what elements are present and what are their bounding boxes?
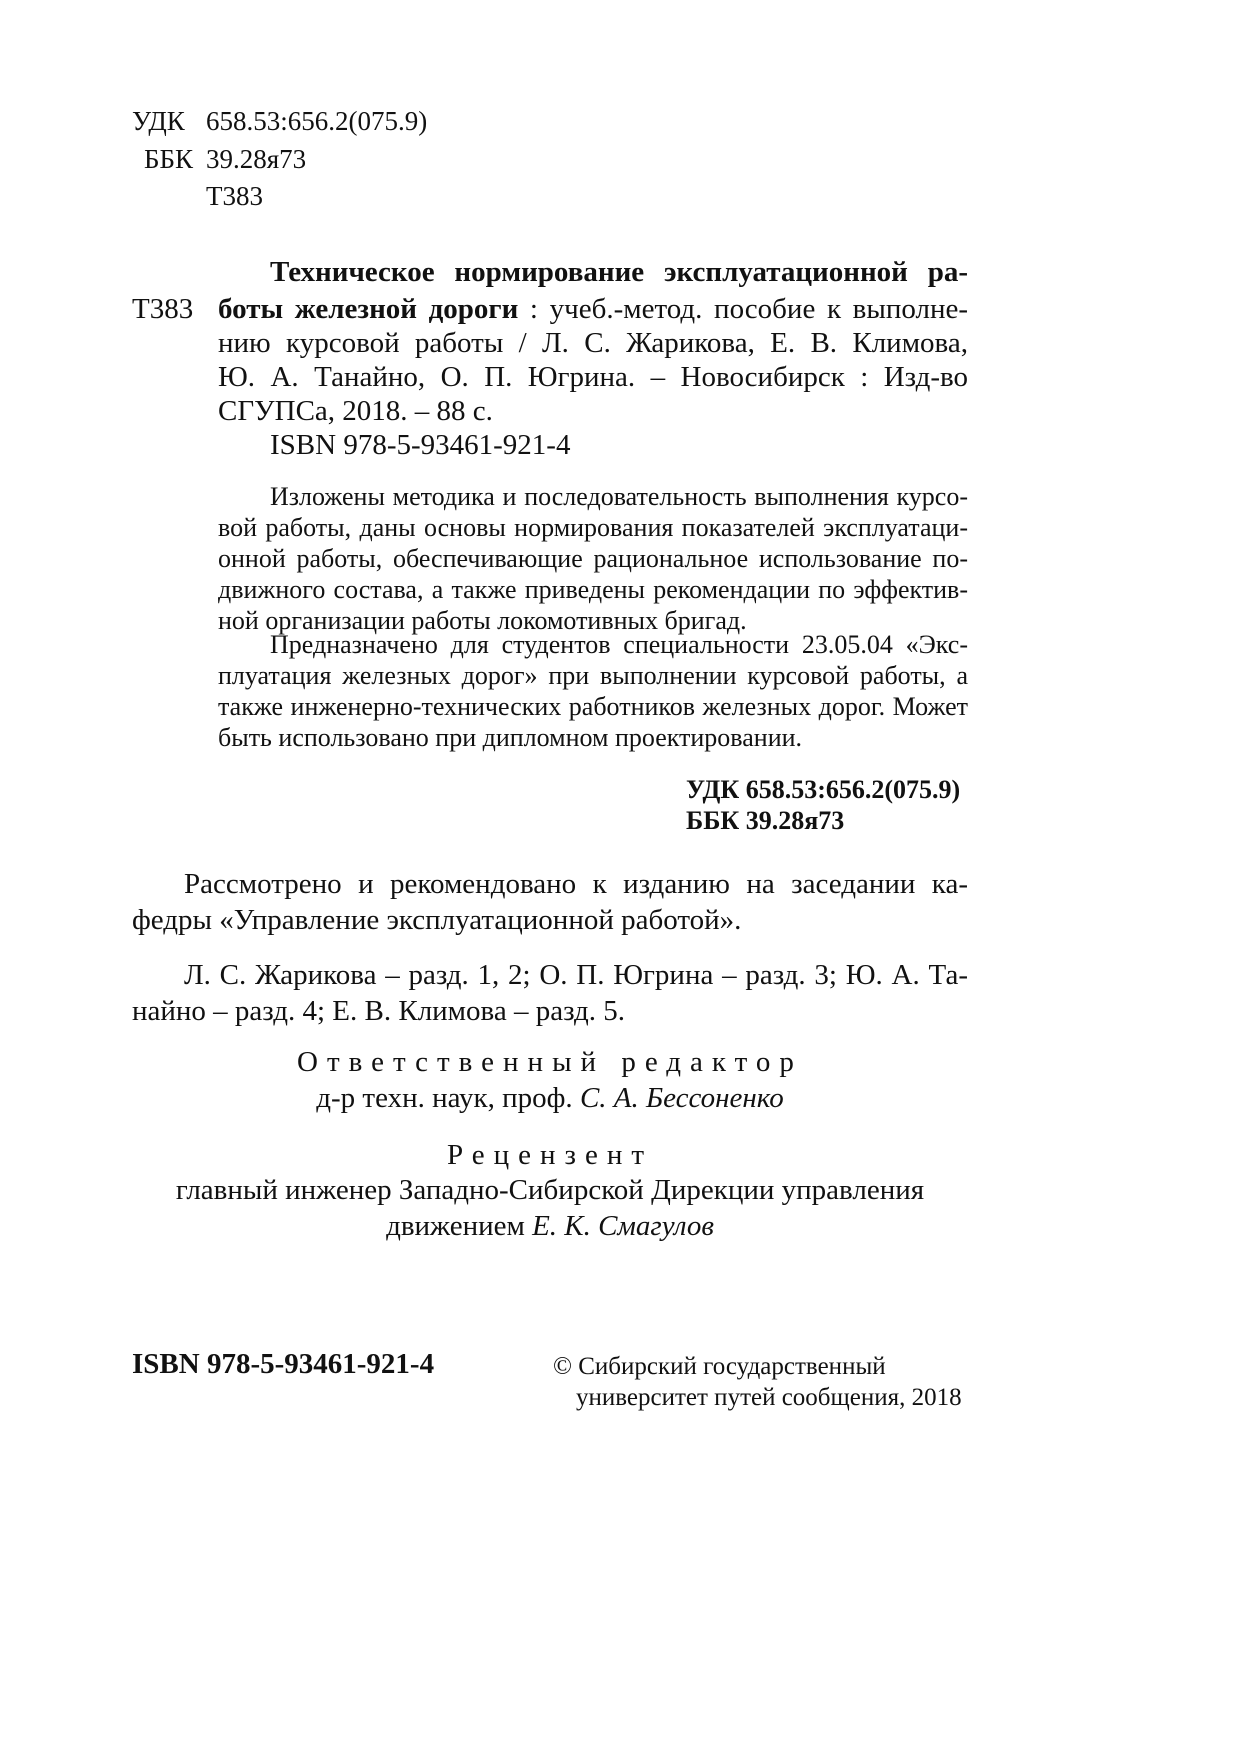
card-line2-wrap bbox=[218, 293, 968, 326]
card-line5: СГУПСа, 2018. – 88 с. bbox=[218, 395, 493, 427]
card-line3 bbox=[218, 327, 968, 360]
card-title-line1 bbox=[270, 256, 968, 289]
udk-value: 658.53:656.2(075.9) bbox=[206, 106, 428, 136]
bbk-label: ББК bbox=[144, 144, 194, 174]
reviewer-line1: главный инженер Западно-Сибирской Дирекции управления bbox=[175, 1174, 925, 1206]
annotation-paragraph-2 bbox=[218, 629, 968, 753]
annotation-p2-line4: быть использовано при дипломном проектировании. bbox=[218, 723, 803, 752]
annotation-p1-line1: Изложены методика и последовательность выполнения курсо- bbox=[270, 482, 968, 511]
bottom-udk: УДК 658.53:656.2(075.9) bbox=[686, 775, 961, 804]
editor-name: С. А. Бессоненко bbox=[579, 1082, 784, 1114]
recommendation-line1: Рассмотрено и рекомендовано к изданию на заседании ка- bbox=[184, 868, 968, 900]
annotation-p2-line3: также инженерно-технических работников железных дорог. Может bbox=[218, 692, 968, 721]
annotation-p1-line2: вой работы, даны основы нормирования показателей эксплуатаци- bbox=[218, 513, 968, 542]
authors-sections-line1: Л. С. Жарикова – разд. 1, 2; О. П. Югрина – разд. 3; Ю. А. Та- bbox=[184, 959, 968, 991]
reviewer-heading: Рецензент bbox=[446, 1139, 654, 1171]
card-line4-text: Ю. А. Танайно, О. П. Югрина. – Новосибирск : Изд-во bbox=[218, 361, 968, 393]
reviewer-name: Е. К. Смагулов bbox=[532, 1210, 714, 1242]
copyright-line2: университет путей сообщения, 2018 bbox=[576, 1384, 962, 1411]
authors-sections bbox=[132, 957, 968, 1029]
card-title-line1-text: Техническое нормирование эксплуатационной ра- bbox=[270, 256, 968, 288]
udk-label: УДК bbox=[132, 106, 185, 136]
annotation-paragraph-1 bbox=[218, 481, 968, 636]
card-line4 bbox=[218, 361, 968, 394]
recommendation-line2: федры «Управление эксплуатационной работой». bbox=[132, 904, 742, 936]
authors-sections-line2: найно – разд. 4; Е. В. Климова – разд. 5. bbox=[132, 995, 626, 1027]
author-sign-card: Т383 bbox=[132, 293, 194, 325]
card-isbn: ISBN 978-5-93461-921-4 bbox=[270, 429, 571, 461]
card-line2 bbox=[218, 293, 968, 326]
bbk-value: 39.28я73 bbox=[206, 144, 307, 174]
copyright-line1: © Сибирский государственный bbox=[553, 1353, 886, 1380]
editor-heading: Ответственный редактор bbox=[297, 1046, 803, 1078]
card-line2-rest: : учеб.-метод. пособие к выполне- bbox=[518, 293, 968, 325]
annotation-p2-line2: плуатация железных дорог» при выполнении курсовой работы, а bbox=[218, 661, 968, 690]
editor-line bbox=[132, 1082, 968, 1115]
card-title-line2-bold: боты железной дороги bbox=[218, 293, 519, 325]
author-sign-top: Т383 bbox=[206, 181, 263, 211]
reviewer-line2 bbox=[132, 1210, 968, 1243]
annotation-p1-line5: ной организации работы локомотивных бригад. bbox=[218, 606, 747, 635]
annotation-p1-line4: движного состава, а также приведены рекомендации по эффектив- bbox=[218, 575, 968, 604]
card-line3-text: нию курсовой работы / Л. С. Жарикова, Е. В. Климова, bbox=[218, 327, 968, 359]
annotation-p2-line1: Предназначено для студентов специальности 23.05.04 «Экс- bbox=[270, 630, 968, 659]
reviewer-line2-text: движением bbox=[386, 1210, 533, 1242]
recommendation bbox=[132, 866, 968, 938]
annotation-p1-line3: онной работы, обеспечивающие рациональное использование по- bbox=[218, 544, 968, 573]
footer-isbn: ISBN 978-5-93461-921-4 bbox=[132, 1348, 435, 1380]
bottom-bbk: ББК 39.28я73 bbox=[686, 806, 845, 835]
editor-title: д-р техн. наук, проф. bbox=[316, 1082, 580, 1114]
